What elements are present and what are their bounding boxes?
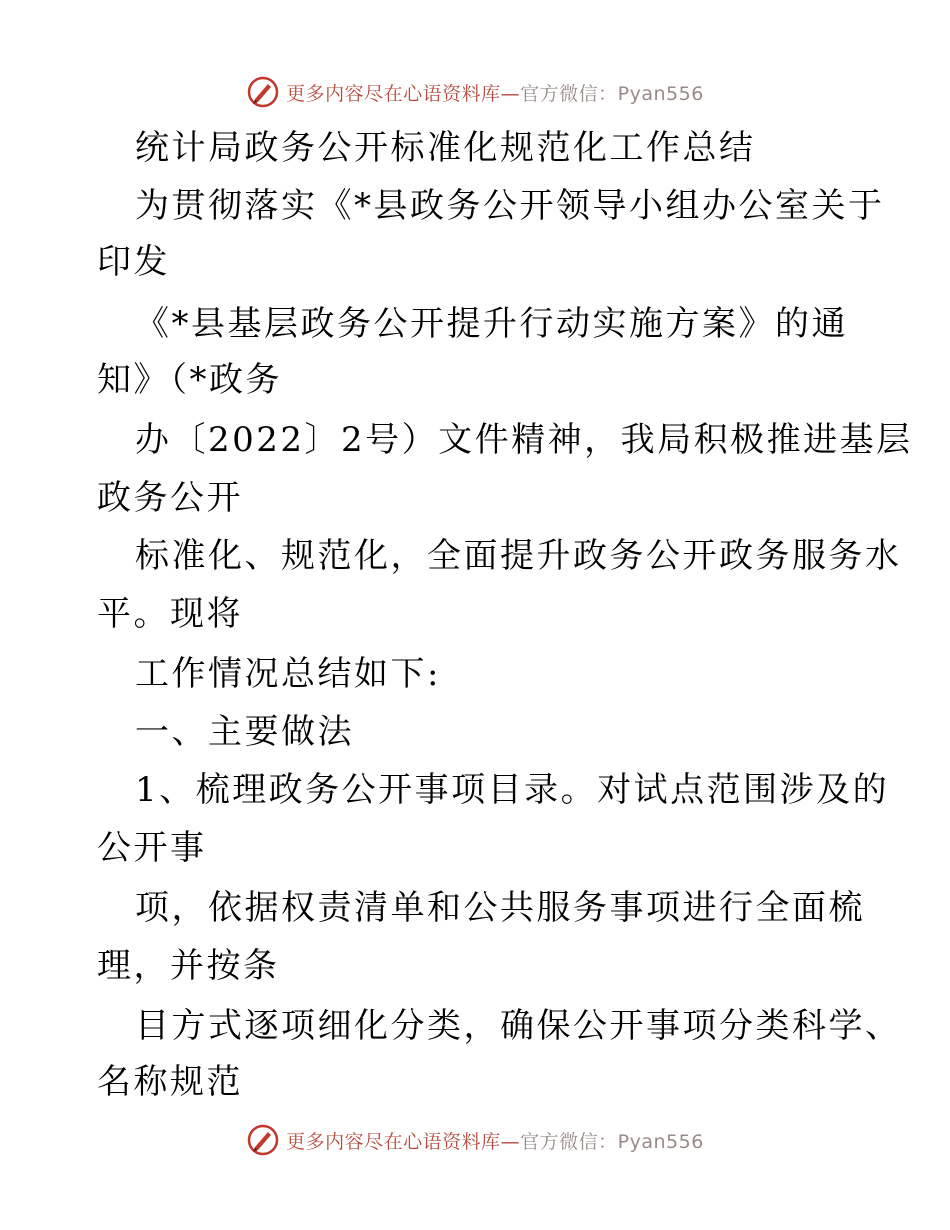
paragraph-line: 公开事 <box>97 828 207 868</box>
paragraph-line: 标准化、规范化，全面提升政务公开政务服务水 <box>135 536 902 576</box>
header-watermark <box>0 72 950 112</box>
footer-watermark <box>0 1120 950 1160</box>
paragraph-line: 《*县基层政务公开提升行动实施方案》的通 <box>135 304 848 344</box>
document-title: 统计局政务公开标准化规范化工作总结 <box>135 128 756 168</box>
paragraph-line: 办〔2022〕2号）文件精神，我局积极推进基层 <box>135 420 913 460</box>
paragraph-line: 平。现将 <box>97 594 243 634</box>
watermark-text: 更多内容尽在心语资料库—官方微信：Pyan556 <box>286 82 704 105</box>
pen-logo-icon <box>246 75 280 109</box>
paragraph-line: 知》（*政务 <box>97 360 282 400</box>
paragraph-line: 1、梳理政务公开事项目录。对试点范围涉及的 <box>135 770 890 810</box>
paragraph-line: 政务公开 <box>97 478 243 518</box>
pen-logo-icon <box>246 1123 280 1157</box>
watermark-text: 更多内容尽在心语资料库—官方微信：Pyan556 <box>286 1130 704 1153</box>
paragraph-line: 项，依据权责清单和公共服务事项进行全面梳 <box>135 888 865 928</box>
paragraph-line: 目方式逐项细化分类，确保公开事项分类科学、 <box>135 1006 902 1046</box>
paragraph-line: 印发 <box>97 242 170 282</box>
section-heading: 一、主要做法 <box>135 712 354 752</box>
paragraph-line: 理，并按条 <box>97 946 280 986</box>
paragraph-line: 工作情况总结如下: <box>135 654 441 694</box>
paragraph-line: 为贯彻落实《*县政务公开领导小组办公室关于 <box>135 186 885 226</box>
paragraph-line: 名称规范 <box>97 1062 243 1102</box>
